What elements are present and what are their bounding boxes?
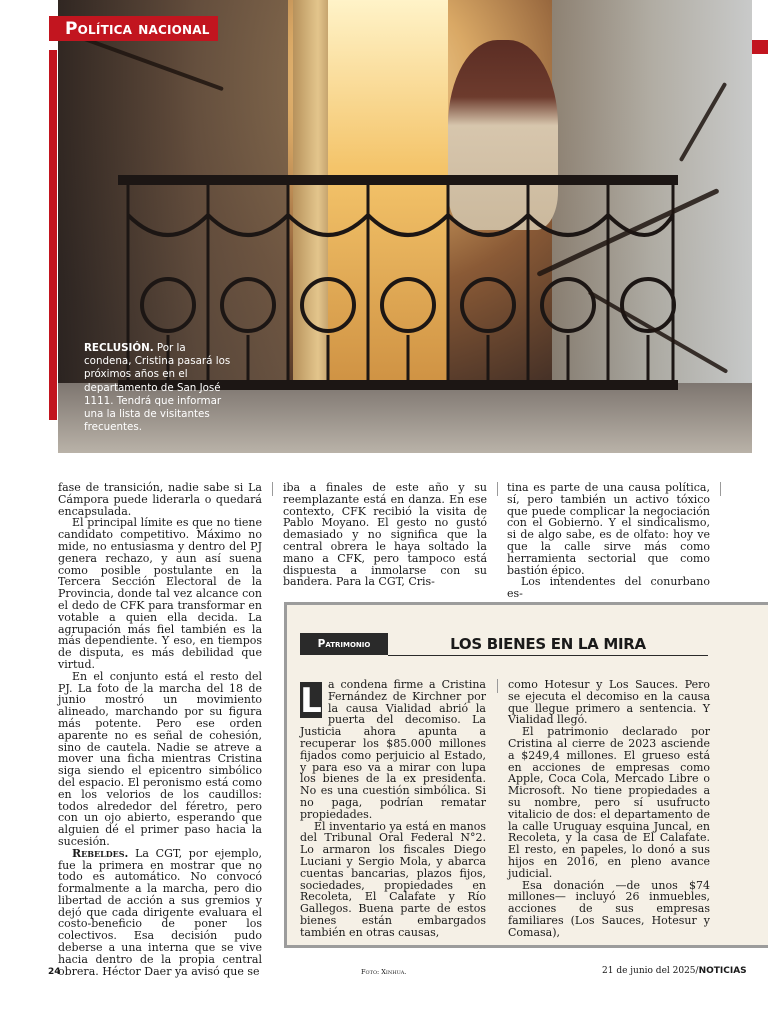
paragraph: como Hotesur y Los Sauces. Pero se ejecuta el decomiso en la causa que llegue primero a sentencia. Y Vialidad llegó. <box>508 678 710 727</box>
paragraph: El principal límite es que no tiene candidato competitivo. Máximo no mide, no entusiasma y dentro del PJ genera rechazo, y aun así suena como posible postulante en la Tercera Sección Electoral de la Provincia, donde tal vez alcance con el dedo de CFK para transformar en votable a quien ella decida. La agrupación más fiel también es la más dependiente. Y eso, en tiempos de disputa, es más debilidad que virtud. <box>58 516 262 671</box>
paragraph-text: a condena firme a Cristina Fernández de Kirchner por la causa Vialidad abrió la puerta del decomiso. La Justicia ahora apunta a recuperar los $85.000 millones fijados como perjuicio al Estado, y para eso va a mirar con lupa los bienes de la ex presidenta. No es una cuestión simbólica. Si no paga, podrían rematar propiedades. <box>300 678 486 821</box>
paragraph: El patrimonio declarado por Cristina al cierre de 2023 asciende a $249,4 millones. El grueso está en acciones de empresas como Apple, Coca Cola, Mercado Libre o Microsoft. No tiene propiedades a su nombre, pero sí usufructo vitalicio de dos: el departamento de la calle Uruguay esquina Juncal, en Recoleta, y la casa de El Calafate. El resto, en papeles, lo donó a sus hijos en 2016, en pleno avance judicial. <box>508 725 710 880</box>
paragraph <box>58 848 262 978</box>
paragraph-text: La CGT, por ejemplo, fue la primera en mostrar que no todo es automático. No convocó formalmente a la marcha, pero dio libertad de acción a sus gremios y dejó que cada dirigente evaluara el costo-beneficio de poner los colectivos. Esa decisión pudo deberse a una interna que se vive hacia dentro de la propia central obrera. Héctor Daer ya avisó que se <box>58 846 262 978</box>
paragraph: fase de transición, nadie sabe si La Cámpora puede liderarla o quedará encapsulada. <box>58 481 262 518</box>
caption-text: Por la condena, Cristina pasará los próximos años en el departamento de San José 1111. Tendrá que informar una la lista de visitantes frecuentes. <box>84 342 231 434</box>
sidebar-tag: Patrimonio <box>300 633 388 655</box>
paragraph: Los intendentes del conurbano es- <box>507 575 710 601</box>
paragraph: iba a finales de este año y su reemplazante está en danza. En ese contexto, CFK recibió la visita de Pablo Moyano. El gesto no gustó demasiado y no significa que la central obrera le haya soltado la mano a CFK, pero tampoco está dispuesta a inmolarse con su bandera. Para la CGT, Cris- <box>283 481 487 589</box>
paragraph: En el conjunto está el resto del PJ. La foto de la marcha del 18 de junio mostró un movimiento alineado, marchando por su figura más potente. Pero ese orden aparente no es señal de cohesión, sino de cautela. Nadie se atreve a mover una ficha mientras Cristina siga siendo el epicentro simbólico del espacio. El peronismo está como en los velorios de los caudillos: todos alrededor del féretro, pero con un ojo abierto, esperando que alguien dé el primer paso hacia la sucesión. <box>58 669 262 848</box>
drop-cap: L <box>300 681 322 721</box>
sidebar-title: LOS BIENES EN LA MIRA <box>388 633 708 656</box>
paragraph: El inventario ya está en manos del Tribunal Oral Federal N°2. Lo armaron los fiscales Diego Luciani y Sergio Mola, y abarca cuentas bancarias, plazos fijos, sociedades, propiedades en Recoleta, El Calafate y Río Gallegos. Buena parte de estos bienes están embargados también en otras causas, <box>300 819 486 939</box>
sidebar-column-1 <box>300 679 486 939</box>
photo-credit: Foto: Xinhua. <box>361 968 407 976</box>
magazine-brand: NOTICIAS <box>698 966 747 976</box>
issue-date: 21 de junio del 2025/NOTICIAS <box>602 966 747 976</box>
caption-label: RECLUSIÓN. <box>84 342 154 354</box>
body-column-1 <box>58 482 262 977</box>
paragraph <box>300 679 486 821</box>
body-column-2 <box>283 482 487 588</box>
body-column-3 <box>507 482 710 600</box>
subhead-rebeldes: Rebeldes. <box>72 846 129 860</box>
sidebar-column-2 <box>508 679 710 939</box>
edge-tab <box>752 40 768 54</box>
section-label: Política nacional <box>49 16 218 41</box>
section-rule <box>49 50 57 420</box>
page-number: 24 <box>48 967 61 977</box>
paragraph: Esa donación —de unos $74 millones— incluyó 26 inmuebles, acciones de sus empresas familiares (Los Sauces, Hotesur y Comasa), <box>508 878 710 939</box>
paragraph: tina es parte de una causa política, sí, pero también un activo tóxico que puede complicar la negociación con el Gobierno. Y el sindicalismo, si de algo sabe, es de olfato: hoy ve que la calle sirve más como herramienta sectorial que como bastión épico. <box>507 481 710 577</box>
photo-caption <box>84 342 234 434</box>
sidebar-header <box>300 633 708 655</box>
